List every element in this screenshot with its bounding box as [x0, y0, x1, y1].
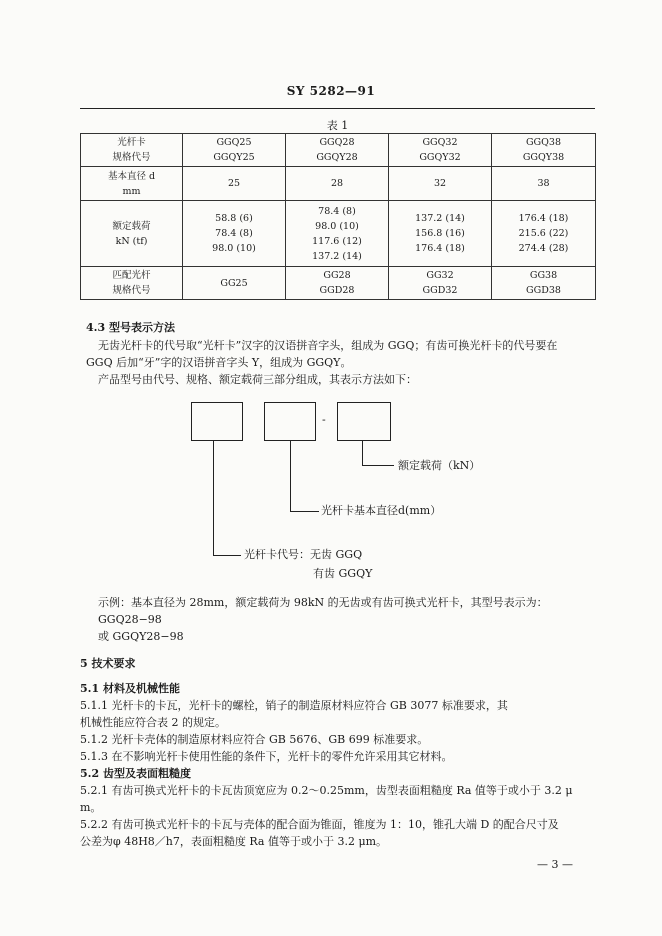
row-header-cell — [81, 167, 183, 201]
row-header-line: 匹配光杆 — [112, 270, 151, 281]
table-cell — [492, 201, 596, 267]
row-header-line: mm — [122, 185, 141, 197]
diameter-box — [264, 402, 316, 441]
example-line1: 示例：基本直径为 28mm，额定载荷为 98kN 的无齿或有齿可换式光杆卡，其型号表示为： — [98, 596, 548, 609]
row-header-line: 规格代号 — [112, 285, 151, 296]
load-label: 额定载荷（kN） — [398, 459, 481, 472]
cell-line: GG28 — [323, 270, 351, 281]
table-row — [81, 201, 596, 267]
table-cell — [492, 167, 596, 201]
cell-line: GGQ32 — [422, 137, 458, 148]
diameter-leader-vertical — [290, 440, 291, 511]
cell-line: GG32 — [426, 270, 454, 281]
table-cell — [389, 267, 492, 300]
table-cell — [286, 267, 389, 300]
table-row — [81, 267, 596, 300]
cell-line: 117.6 (12) — [312, 235, 362, 247]
table-row — [81, 167, 596, 201]
row-header-line: 规格代号 — [112, 152, 151, 163]
table-cell — [286, 201, 389, 267]
table-title: 表 1 — [326, 119, 349, 132]
clause-5-2-1: 5.2.1 有齿可换式光杆卡的卡瓦齿顶宽应为 0.2～0.25mm，齿型表面粗糙度 Ra 值等于或小于 3.2 μ — [80, 784, 573, 797]
example-line2: GGQ28−98 — [98, 613, 162, 626]
clause-5-1-1-cont: 机械性能应符合表 2 的规定。 — [80, 716, 226, 729]
load-box — [337, 402, 391, 441]
table-cell — [183, 134, 286, 167]
clause-5-1-1: 5.1.1 光杆卡的卡瓦，光杆卡的螺栓，销子的制造原材料应符合 GB 3077 标准要求，其 — [80, 699, 508, 712]
row-header-cell — [81, 267, 183, 300]
cell-line: 98.0 (10) — [212, 243, 256, 254]
row-header-line: kN (tf) — [115, 235, 148, 247]
clause-5-2-2-cont: 公差为φ 48H8／h7，表面粗糙度 Ra 值等于或小于 3.2 μm。 — [80, 835, 388, 848]
cell-line: 137.2 (14) — [312, 250, 362, 262]
cell-line: 25 — [227, 178, 241, 189]
cell-line: 176.4 (18) — [415, 243, 465, 254]
clause-5-1-3: 5.1.3 在不影响光杆卡使用性能的条件下，光杆卡的零件允许采用其它材料。 — [80, 750, 453, 763]
code-label: 光杆卡代号：无齿 GGQ — [244, 548, 363, 561]
table-cell — [492, 134, 596, 167]
cell-line: 156.8 (16) — [415, 228, 465, 239]
cell-line: 137.2 (14) — [415, 213, 465, 224]
row-header-line: 光杆卡 — [117, 137, 146, 148]
table-cell — [286, 167, 389, 201]
code-leader-vertical — [213, 440, 214, 555]
cell-line: GGQY28 — [316, 152, 358, 163]
clause-5-2-2: 5.2.2 有齿可换式光杆卡的卡瓦与壳体的配合面为锥面，锥度为 1：10，锥孔大端 D 的配合尺寸及 — [80, 818, 559, 831]
code-box — [191, 402, 243, 441]
load-leader-horizontal — [362, 465, 394, 466]
table-cell — [492, 267, 596, 300]
section-4-3-para1: 无齿光杆卡的代号取“光杆卡”汉字的汉语拼音字头，组成为 GGQ；有齿可换光杆卡的代号要在 — [98, 339, 558, 352]
row-header-cell — [81, 201, 183, 267]
cell-line: 78.4 (8) — [215, 228, 253, 239]
cell-line: 215.6 (22) — [518, 228, 569, 239]
section-4-3-heading: 4.3 型号表示方法 — [86, 321, 175, 334]
cell-line: GGQ38 — [525, 137, 562, 148]
cell-line: GGD38 — [526, 285, 561, 296]
cell-line: GGQ25 — [216, 137, 252, 148]
cell-line: GG25 — [220, 277, 248, 289]
cell-line: GGD32 — [422, 285, 458, 296]
cell-line: GGD28 — [319, 285, 355, 296]
code-leader-horizontal — [213, 555, 241, 556]
document-header: SY 5282—91 — [286, 84, 376, 98]
cell-line: 58.8 (6) — [215, 213, 253, 224]
diameter-leader-horizontal — [290, 511, 319, 512]
section-5-heading: 5 技术要求 — [80, 657, 136, 670]
clause-5-2-1-cont: m。 — [80, 801, 102, 814]
table-cell — [389, 134, 492, 167]
cell-line: 38 — [537, 178, 550, 189]
cell-line: GGQY32 — [419, 152, 461, 163]
cell-line: 176.4 (18) — [518, 213, 569, 224]
clause-5-1-2: 5.1.2 光杆卡壳体的制造原材料应符合 GB 5676、GB 699 标准要求。 — [80, 733, 429, 746]
section-5-1-heading: 5.1 材料及机械性能 — [80, 682, 180, 695]
section-4-3-para2: 产品型号由代号、规格、额定载荷三部分组成，其表示方法如下： — [98, 373, 417, 386]
cell-line: GGQY38 — [522, 152, 565, 163]
example-line3: 或 GGQY28−98 — [98, 630, 184, 643]
code-label-toothed: 有齿 GGQY — [313, 567, 373, 580]
table-cell — [389, 167, 492, 201]
table-row — [81, 134, 596, 167]
cell-line: GG38 — [529, 270, 558, 281]
cell-line: GGQY25 — [213, 152, 255, 163]
cell-line: 274.4 (28) — [518, 243, 569, 254]
table-cell — [183, 201, 286, 267]
table-cell — [286, 134, 389, 167]
table-cell — [389, 201, 492, 267]
table-cell — [183, 267, 286, 300]
cell-line: 78.4 (8) — [318, 205, 356, 217]
section-5-2-heading: 5.2 齿型及表面粗糙度 — [80, 767, 191, 780]
diagram-dash: - — [322, 413, 326, 426]
load-leader-vertical — [362, 440, 363, 465]
row-header-cell — [81, 134, 183, 167]
spec-table — [80, 133, 596, 300]
header-rule — [80, 108, 595, 109]
page-number: — 3 — — [537, 858, 573, 871]
cell-line: GGQ28 — [319, 137, 355, 148]
section-4-3-para1-cont: GGQ 后加“牙”字的汉语拼音字头 Y，组成为 GGQY。 — [86, 356, 352, 369]
row-header-line: 基本直径 d — [107, 170, 156, 182]
cell-line: 28 — [330, 178, 344, 189]
cell-line: 32 — [433, 178, 447, 189]
diameter-label: 光杆卡基本直径d(mm） — [321, 504, 442, 517]
cell-line: 98.0 (10) — [315, 220, 359, 232]
row-header-line: 额定载荷 — [112, 220, 151, 232]
table-cell — [183, 167, 286, 201]
